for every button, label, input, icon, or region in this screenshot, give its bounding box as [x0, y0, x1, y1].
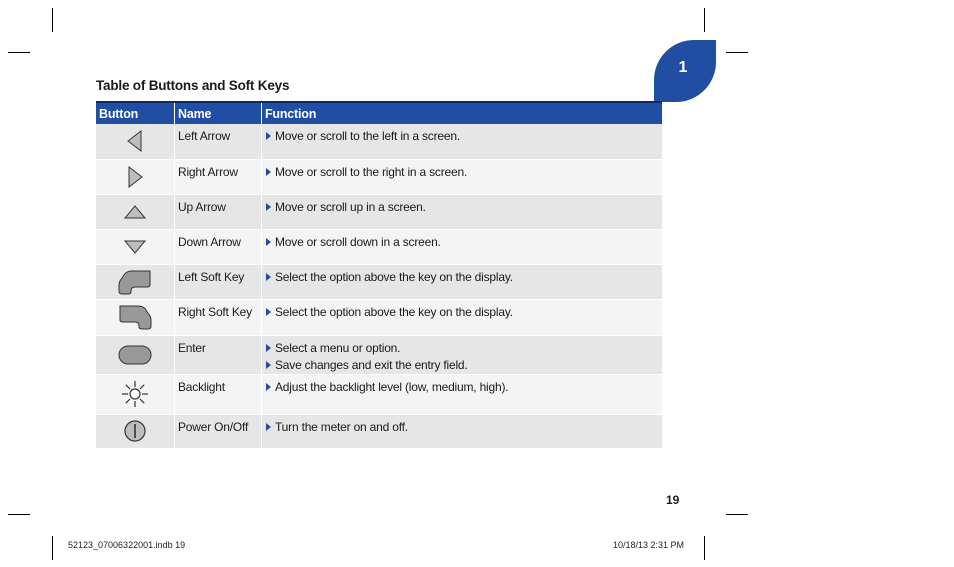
function-text: Select the option above the key on the display. — [275, 269, 513, 284]
function-cell — [262, 194, 663, 229]
table-row — [96, 229, 662, 264]
crop-mark — [52, 536, 53, 560]
column-header-name: Name — [175, 102, 262, 124]
function-item — [265, 199, 659, 216]
down-arrow-icon — [123, 238, 147, 256]
table-header-row — [96, 102, 662, 124]
button-name: Right Soft Key — [175, 299, 262, 335]
bullet-icon — [266, 273, 271, 281]
left-soft-key-icon — [116, 267, 154, 297]
bullet-icon — [266, 344, 271, 352]
button-name: Up Arrow — [175, 194, 262, 229]
table-row — [96, 124, 662, 159]
column-header-button: Button — [96, 102, 175, 124]
function-cell — [262, 374, 663, 414]
function-item — [265, 164, 659, 181]
footer-timestamp: 10/18/13 2:31 PM — [613, 540, 685, 550]
backlight-icon — [120, 379, 150, 409]
button-cell — [96, 159, 175, 194]
function-text: Save changes and exit the entry field. — [275, 357, 468, 372]
button-name: Backlight — [175, 374, 262, 414]
right-arrow-icon — [125, 165, 145, 189]
function-cell — [262, 299, 663, 335]
function-cell — [262, 414, 663, 448]
table-row — [96, 159, 662, 194]
button-cell — [96, 124, 175, 159]
function-item — [265, 357, 659, 374]
chapter-number: 1 — [678, 59, 688, 76]
button-cell — [96, 194, 175, 229]
bullet-icon — [266, 308, 271, 316]
button-cell — [96, 374, 175, 414]
up-arrow-icon — [123, 203, 147, 221]
function-cell — [262, 229, 663, 264]
crop-mark — [52, 8, 53, 32]
bullet-icon — [266, 423, 271, 431]
crop-mark — [704, 536, 705, 560]
function-text: Select a menu or option. — [275, 340, 401, 355]
function-text: Adjust the backlight level (low, medium, high). — [275, 379, 509, 394]
table-row — [96, 194, 662, 229]
table-title: Table of Buttons and Soft Keys — [96, 78, 290, 93]
crop-mark — [726, 514, 748, 515]
bullet-icon — [266, 168, 271, 176]
bullet-icon — [266, 203, 271, 211]
page-number: 19 — [666, 493, 680, 507]
table-row — [96, 335, 662, 374]
right-soft-key-icon — [116, 302, 154, 332]
bullet-icon — [266, 238, 271, 246]
function-item — [265, 340, 659, 357]
table-row — [96, 299, 662, 335]
table-row — [96, 414, 662, 448]
function-cell — [262, 264, 663, 299]
function-text: Select the option above the key on the display. — [275, 304, 513, 319]
button-name: Left Arrow — [175, 124, 262, 159]
crop-mark — [8, 52, 30, 53]
power-icon — [122, 418, 148, 444]
function-text: Move or scroll up in a screen. — [275, 199, 426, 214]
function-cell — [262, 124, 663, 159]
button-name: Power On/Off — [175, 414, 262, 448]
function-text: Move or scroll to the right in a screen. — [275, 164, 468, 179]
button-cell — [96, 264, 175, 299]
button-cell — [96, 229, 175, 264]
table-row — [96, 374, 662, 414]
footer-file-slug: 52123_07006322001.indb 19 — [68, 540, 186, 550]
button-name: Left Soft Key — [175, 264, 262, 299]
table-row — [96, 264, 662, 299]
bullet-icon — [266, 361, 271, 369]
function-item — [265, 269, 659, 286]
function-text: Move or scroll to the left in a screen. — [275, 129, 460, 143]
crop-mark — [8, 514, 30, 515]
function-item — [265, 304, 659, 321]
function-item — [265, 419, 659, 436]
button-name: Right Arrow — [175, 159, 262, 194]
function-text: Move or scroll down in a screen. — [275, 234, 441, 249]
function-cell — [262, 335, 663, 374]
left-arrow-icon — [125, 129, 145, 153]
column-header-function: Function — [262, 102, 663, 124]
function-cell — [262, 159, 663, 194]
function-item — [265, 234, 659, 251]
button-cell — [96, 414, 175, 448]
chapter-tab — [654, 40, 716, 102]
button-name: Down Arrow — [175, 229, 262, 264]
bullet-icon — [266, 132, 271, 140]
function-text: Turn the meter on and off. — [275, 419, 408, 434]
enter-button-icon — [117, 343, 153, 367]
button-cell — [96, 335, 175, 374]
bullet-icon — [266, 383, 271, 391]
buttons-table — [96, 101, 662, 449]
button-cell — [96, 299, 175, 335]
button-name: Enter — [175, 335, 262, 374]
crop-mark — [704, 8, 705, 32]
crop-mark — [726, 52, 748, 53]
function-item — [265, 128, 659, 145]
function-item — [265, 379, 659, 396]
